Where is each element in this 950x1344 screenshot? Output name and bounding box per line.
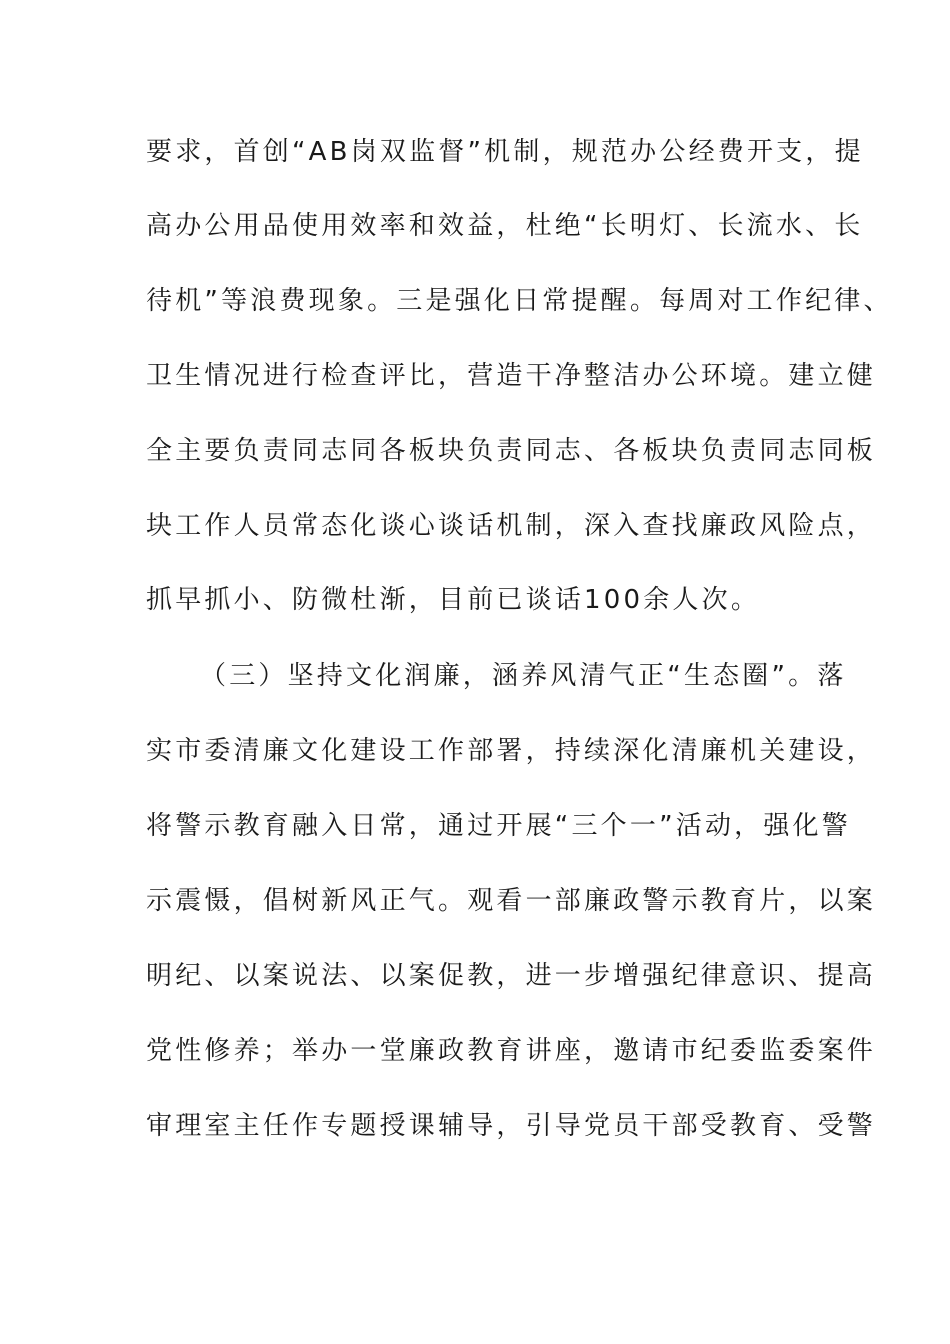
text-line: 块工作人员常态化谈心谈话机制，深入查找廉政风险点， [146, 511, 877, 541]
text-line: 抓早抓小、防微杜渐，目前已谈话100余人次。 [146, 585, 761, 615]
text-line: 高办公用品使用效率和效益，杜绝“长明灯、长流水、长 [146, 211, 864, 241]
text-line: 要求，首创“AB岗双监督”机制，规范办公经费开支，提 [146, 137, 864, 167]
text-line: 待机”等浪费现象。三是强化日常提醒。每周对工作纪律、 [146, 286, 893, 316]
text-line: 明纪、以案说法、以案促教，进一步增强纪律意识、提高 [146, 961, 877, 991]
text-line: 审理室主任作专题授课辅导，引导党员干部受教育、受警 [146, 1111, 877, 1141]
text-line: 示震慑，倡树新风正气。观看一部廉政警示教育片，以案 [146, 886, 877, 916]
text-line: 将警示教育融入日常，通过开展“三个一”活动，强化警 [146, 811, 851, 841]
text-line: 实市委清廉文化建设工作部署，持续深化清廉机关建设， [146, 736, 877, 766]
text-line: 卫生情况进行检查评比，营造干净整洁办公环境。建立健 [146, 361, 877, 391]
text-line: 全主要负责同志同各板块负责同志、各板块负责同志同板 [146, 436, 877, 466]
text-line: 党性修养；举办一堂廉政教育讲座，邀请市纪委监委案件 [146, 1036, 877, 1066]
section-heading-line: （三）坚持文化润廉，涵养风清气正“生态圈”。落 [200, 661, 847, 691]
